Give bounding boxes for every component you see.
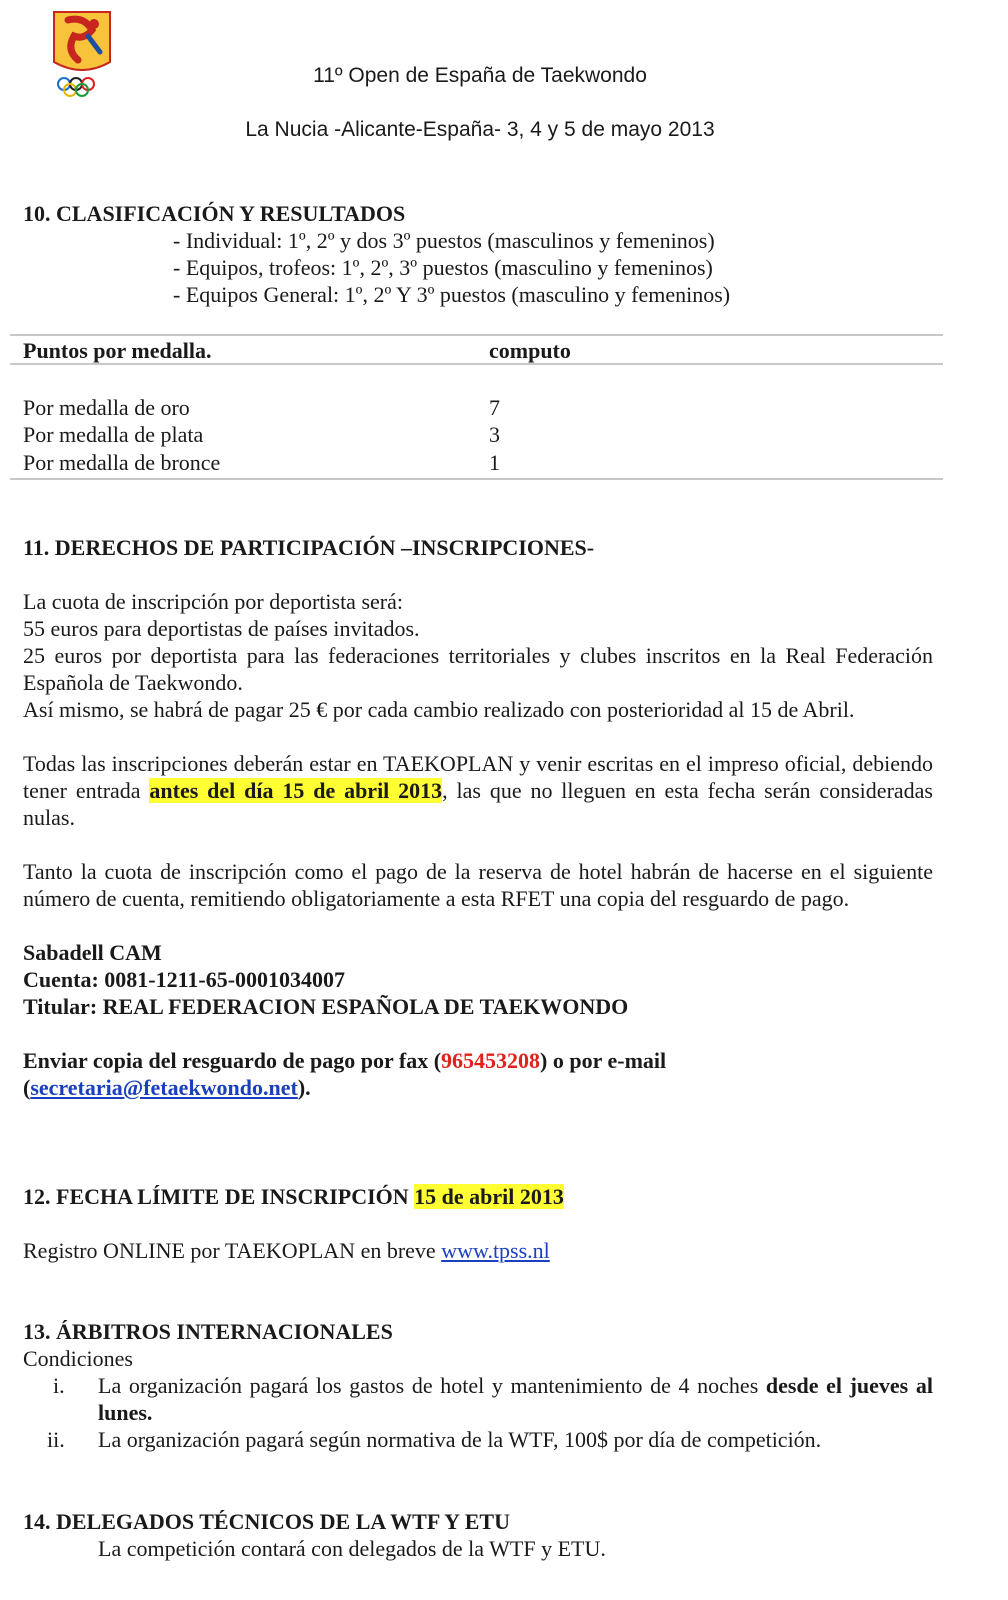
fee-invited: 55 euros para deportistas de países invitados. [23, 616, 420, 641]
medal-label: Por medalla de bronce [23, 450, 221, 475]
table-row [23, 449, 723, 476]
roman-numeral: ii. [47, 1427, 65, 1452]
classification-list [23, 227, 943, 308]
document-subtitle: La Nucia -Alicante-España- 3, 4 y 5 de mayo 2013 [245, 118, 715, 141]
list-item: - Equipos General: 1º, 2º Y 3º puestos (masculino y femeninos) [173, 282, 731, 307]
condition-item: i. La organización pagará los gastos de hotel y mantenimiento de 4 noches desde el jueves al lunes. [53, 1373, 933, 1425]
medal-points: 1 [489, 450, 500, 475]
table-bottom-rule [10, 478, 943, 480]
section-10 [23, 200, 943, 308]
document-title: 11º Open de España de Taekwondo [313, 64, 647, 87]
column-header-computo: computo [489, 338, 571, 363]
fee-change: Así mismo, se habrá de pagar 25 € por cada cambio realizado con posterioridad al 15 de Abril. [23, 697, 855, 722]
points-table-header [23, 337, 723, 364]
table-top-rule [10, 334, 943, 336]
send-copy-line: Enviar copia del resguardo de pago por fax (965453208) o por e-mail [23, 1048, 667, 1073]
medal-label: Por medalla de oro [23, 395, 190, 420]
deadline-date-highlight: 15 de abril 2013 [414, 1184, 564, 1209]
table-row [23, 421, 723, 448]
fee-intro: La cuota de inscripción por deportista será: [23, 589, 403, 614]
online-registration: Registro ONLINE por TAEKOPLAN en breve www.tpss.nl [23, 1238, 550, 1263]
section-12-heading: 12. FECHA LÍMITE DE INSCRIPCIÓN 15 de abril 2013 [23, 1184, 564, 1209]
section-13 [23, 1318, 933, 1453]
section-13-heading: 13. ÁRBITROS INTERNACIONALES [23, 1319, 393, 1344]
section-10-heading: 10. CLASIFICACIÓN Y RESULTADOS [23, 201, 406, 226]
deadline-paragraph: Todas las inscripciones deberán estar en TAEKOPLAN y venir escritas en el impreso oficial, debiendo tener entrada antes del día 15 de abril 2013, las que no lleguen en esta fecha serán consideradas nulas. [23, 751, 933, 830]
medal-label: Por medalla de plata [23, 422, 204, 447]
fee-territorial: 25 euros por deportista para las federaciones territoriales y clubes inscritos en la Real Federación Española de Taekwondo. [23, 643, 933, 695]
section-14-text: La competición contará con delegados de la WTF y ETU. [98, 1536, 606, 1561]
payment-paragraph: Tanto la cuota de inscripción como el pago de la reserva de hotel habrán de hacerse en el siguiente número de cuenta, remitiendo obligatoriamente a esta RFET una copia del resguardo de pago. [23, 859, 933, 911]
tpss-link[interactable]: www.tpss.nl [441, 1238, 550, 1263]
section-11-heading: 11. DERECHOS DE PARTICIPACIÓN –INSCRIPCIONES- [23, 535, 595, 560]
list-item: - Equipos, trofeos: 1º, 2º, 3º puestos (masculino y femeninos) [173, 255, 713, 280]
medal-points: 7 [489, 395, 500, 420]
section-14 [23, 1508, 933, 1562]
deadline-highlight: antes del día 15 de abril 2013 [149, 778, 443, 803]
email-link[interactable]: secretaria@fetaekwondo.net [30, 1075, 298, 1100]
account-holder: Titular: REAL FEDERACION ESPAÑOLA DE TAEKWONDO [23, 994, 629, 1019]
section-11 [23, 534, 933, 1101]
condition-item: ii. La organización pagará según normativa de la WTF, 100$ por día de competición. [47, 1427, 822, 1452]
section-12 [23, 1183, 933, 1264]
conditions-label: Condiciones [23, 1346, 133, 1371]
email-line: (secretaria@fetaekwondo.net). [23, 1075, 311, 1100]
table-row [23, 394, 723, 421]
section-14-heading: 14. DELEGADOS TÉCNICOS DE LA WTF Y ETU [23, 1509, 510, 1534]
list-item: - Individual: 1º, 2º y dos 3º puestos (masculinos y femeninos) [173, 228, 715, 253]
roman-numeral: i. [53, 1373, 65, 1398]
bank-name: Sabadell CAM [23, 940, 162, 965]
table-header-rule [10, 363, 943, 365]
fax-number: 965453208 [441, 1048, 541, 1073]
column-header-medal: Puntos por medalla. [23, 338, 212, 363]
bank-account: Cuenta: 0081-1211-65-0001034007 [23, 967, 346, 992]
medal-points: 3 [489, 422, 500, 447]
